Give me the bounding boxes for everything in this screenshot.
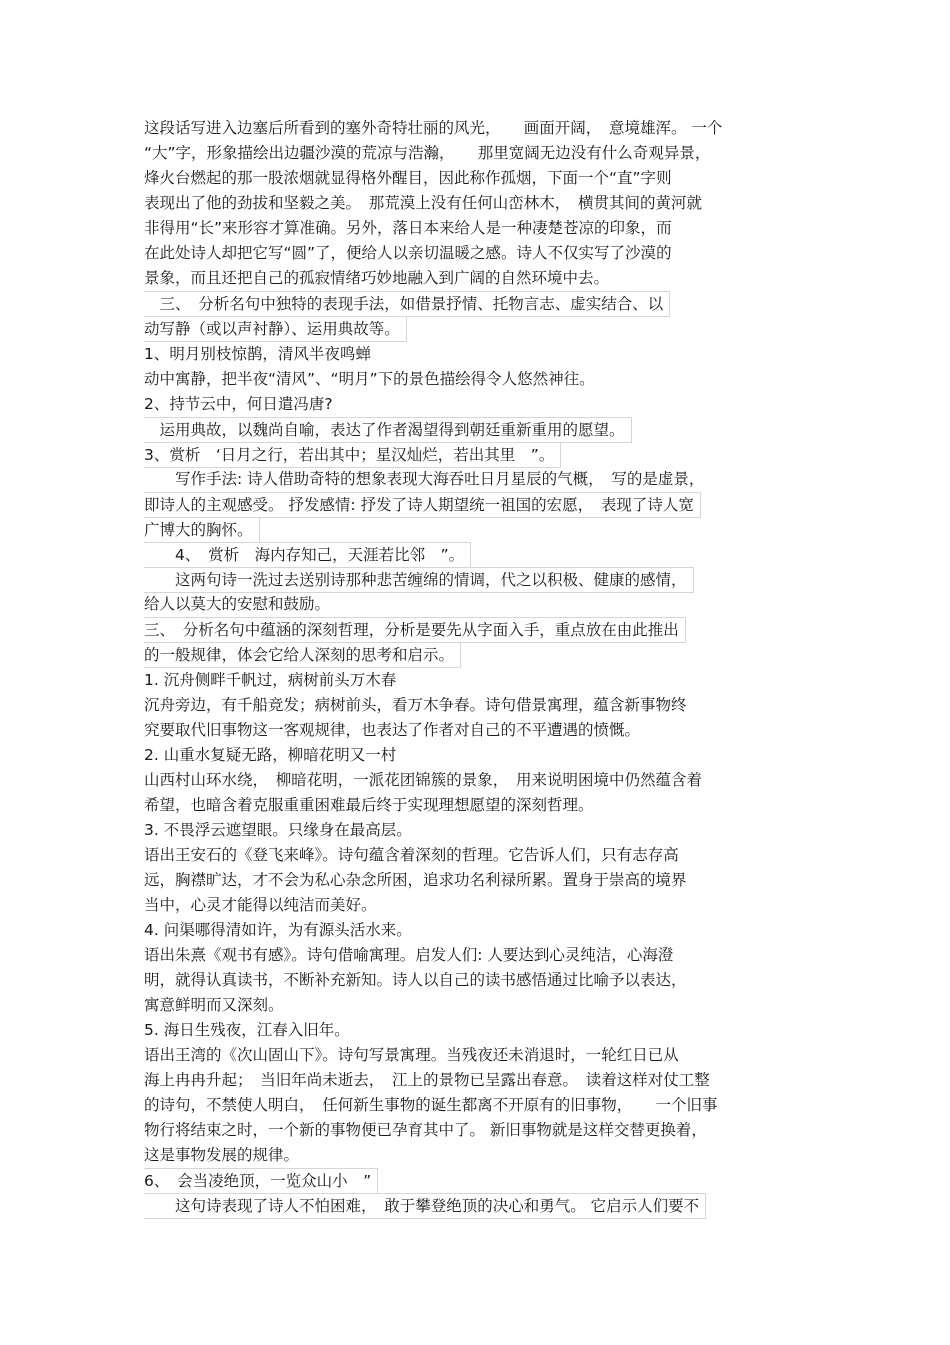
paragraph-line: 运用典故，以魏尚自喻，表达了作者渴望得到朝廷重新重用的愿望。 <box>144 417 632 443</box>
paragraph-line: 写作手法: 诗人借助奇特的想象表现大海吞吐日月星辰的气概， 写的是虚景， <box>144 470 705 488</box>
paragraph-line: “大”字，形象描绘出边疆沙漠的荒凉与浩瀚， 那里宽阔无边没有什么奇观异景， <box>144 144 711 162</box>
paragraph-line: 的诗句，不禁使人明白， 任何新生事物的诞生都离不开原有的旧事物， 一个旧事 <box>144 1096 718 1114</box>
section-heading: 三、 分析名句中独特的表现手法，如借景抒情、托物言志、虚实结合、以 <box>144 291 670 317</box>
paragraph-line: 远，胸襟旷达，才不会为私心杂念所困，追求功名利禄所累。置身于崇高的境界 <box>144 871 687 889</box>
paragraph-line: 寓意鲜明而又深刻。 <box>144 996 284 1014</box>
section-heading: 的一般规律，体会它给人深刻的思考和启示。 <box>144 642 461 668</box>
paragraph-line: 给人以莫大的安慰和鼓励。 <box>144 595 331 613</box>
paragraph-line: 沉舟旁边，有千船竞发；病树前头，看万木争春。诗句借景寓理，蕴含新事物终 <box>144 696 687 714</box>
paragraph-line: 语出朱熹《观书有感》。诗句借喻寓理。启发人们: 人要达到心灵纯洁，心海澄 <box>144 946 674 964</box>
item-title: 3、赏析 ‘日月之行，若出其中；星汉灿烂，若出其里 ”。 <box>144 442 561 468</box>
paragraph-line: 这段话写进入边塞后所看到的塞外奇特壮丽的风光， 画面开阔， 意境雄浑。 一个 <box>144 119 723 137</box>
section-heading: 三、 分析名句中蕴涵的深刻哲理，分析是要先从字面入手，重点放在由此推出 <box>144 617 686 643</box>
paragraph-line: 海上冉冉升起； 当旧年尚未逝去， 江上的景物已呈露出春意。 读着这样对仗工整 <box>144 1071 710 1089</box>
paragraph-line: 烽火台燃起的那一股浓烟就显得格外醒目，因此称作孤烟，下面一个“直”字则 <box>144 169 672 187</box>
item-title: 3. 不畏浮云遮望眼。只缘身在最高层。 <box>144 821 412 839</box>
paragraph-line: 明，就得认真读书，不断补充新知。诗人以自己的读书感悟通过比喻予以表达， <box>144 971 687 989</box>
paragraph-line: 即诗人的主观感受。 抒发感情: 抒发了诗人期望统一祖国的宏愿， 表现了诗人宽 <box>144 492 701 518</box>
paragraph-line: 这两句诗一洗过去送别诗那种悲苦缠绵的情调，代之以积极、健康的感情， <box>144 567 694 593</box>
paragraph-line: 这是事物发展的规律。 <box>144 1146 300 1164</box>
paragraph-line: 山西村山环水绕， 柳暗花明，一派花团锦簇的景象， 用来说明困境中仍然蕴含着 <box>144 771 703 789</box>
paragraph-line: 在此处诗人却把它写“圆”了，便给人以亲切温暖之感。诗人不仅实写了沙漠的 <box>144 244 672 262</box>
item-title: 2、持节云中，何日遣冯唐? <box>144 395 333 413</box>
paragraph-line: 非得用“长”来形容才算准确。另外，落日本来给人是一种凄楚苍凉的印象，而 <box>144 219 672 237</box>
paragraph-line: 当中，心灵才能得以纯洁而美好。 <box>144 896 377 914</box>
paragraph-line: 究要取代旧事物这一客观规律，也表达了作者对自己的不平遭遇的愤慨。 <box>144 721 641 739</box>
paragraph-line: 景象，而且还把自己的孤寂情绪巧妙地融入到广阔的自然环境中去。 <box>144 269 610 287</box>
item-title: 4、 赏析 海内存知己，天涯若比邻 ”。 <box>144 542 471 568</box>
paragraph-line: 语出王湾的《次山固山下》。诗句写景寓理。当残夜还未消退时，一轮红日已从 <box>144 1046 679 1064</box>
paragraph-line: 动中寓静，把半夜“清风”、“明月”下的景色描绘得令人悠然神往。 <box>144 370 595 388</box>
item-title: 1、明月别枝惊鹊，清风半夜鸣蝉 <box>144 345 371 363</box>
item-title: 5. 海日生残夜，江春入旧年。 <box>144 1021 350 1039</box>
paragraph-line: 语出王安石的《登飞来峰》。诗句蕴含着深刻的哲理。它告诉人们，只有志存高 <box>144 846 679 864</box>
item-title: 2. 山重水复疑无路，柳暗花明又一村 <box>144 746 397 764</box>
paragraph-line: 这句诗表现了诗人不怕困难， 敢于攀登绝顶的决心和勇气。 它启示人们要不 <box>144 1193 706 1219</box>
paragraph-line: 希望，也暗含着克服重重困难最后终于实现理想愿望的深刻哲理。 <box>144 796 594 814</box>
paragraph-line: 表现出了他的劲拔和坚毅之美。 那荒漠上没有任何山峦林木， 横贯其间的黄河就 <box>144 194 703 212</box>
item-title: 4. 问渠哪得清如许，为有源头活水来。 <box>144 921 412 939</box>
item-title: 6、 会当凌绝顶，一览众山小 ” <box>144 1168 378 1194</box>
section-heading: 动写静（或以声衬静）、运用典故等。 <box>144 316 407 342</box>
paragraph-line: 广博大的胸怀。 <box>144 517 260 543</box>
item-title: 1. 沉舟侧畔千帆过，病树前头万木春 <box>144 671 397 689</box>
paragraph-line: 物行将结束之时，一个新的事物便已孕育其中了。 新旧事物就是这样交替更换着， <box>144 1121 707 1139</box>
